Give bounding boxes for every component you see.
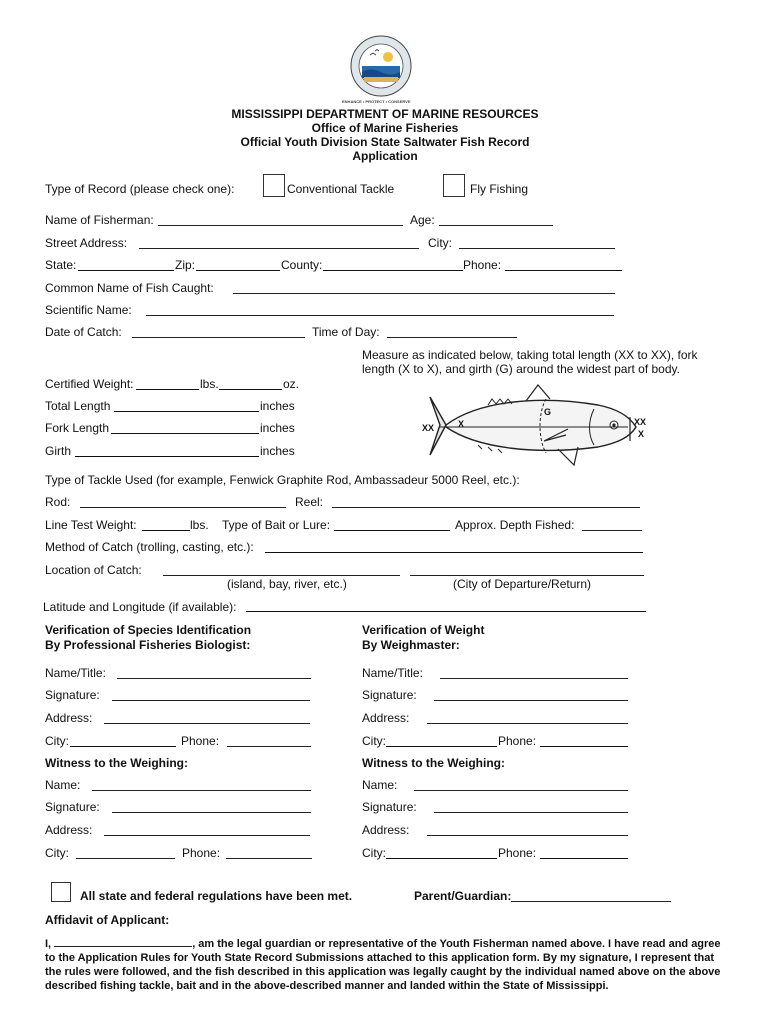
bait-field[interactable] [334,530,450,531]
fig-label-xx-right: XX [634,417,647,427]
witness-left-name-field[interactable] [92,790,311,791]
line-test-field[interactable] [142,530,190,531]
affidavit-text: , am the legal guardian or representative of the Youth Fisherman named above. I have read and agree to the Application Rules for Youth State Record Submissions attached to this application form. By my signature, I represent that the rules were followed, and the fish described in this application was legally caught by the individual named above on the above described fishing tackle, bait and in the above-described manner and landed within the State of Mississippi. [45,938,721,992]
weighmaster-phone-field[interactable] [540,746,628,747]
lbs-label: lbs. [200,377,219,391]
agency-seal [342,35,414,105]
time-of-day-field[interactable] [387,337,517,338]
city-label: City: [428,236,452,250]
biologist-signature-field[interactable] [112,700,310,701]
reel-label: Reel: [295,495,324,509]
biologist-name-label: Name/Title: [45,666,106,680]
total-length-field[interactable] [114,411,259,412]
weighmaster-signature-field[interactable] [434,700,628,701]
street-label: Street Address: [45,236,128,250]
tackle-type-label: Type of Tackle Used (for example, Fenwick Graphite Rod, Ambassadeur 5000 Reel, etc.): [45,473,520,487]
latlong-label: Latitude and Longitude (if available): [43,600,237,614]
weight-oz-field[interactable] [219,389,282,390]
depth-label: Approx. Depth Fished: [455,518,575,532]
species-verification-subtitle: By Professional Fisheries Biologist: [45,638,251,652]
witness-right-name-label: Name: [362,778,398,792]
fig-label-x-right: X [638,429,645,439]
conventional-tackle-checkbox[interactable] [263,174,285,197]
weighmaster-address-field[interactable] [427,723,628,724]
date-of-catch-field[interactable] [132,337,305,338]
rod-label: Rod: [45,495,71,509]
witness-right-address-label: Address: [362,823,410,837]
fisherman-name-field[interactable] [158,225,403,226]
total-length-unit: inches [260,399,295,413]
witness-right-city-field[interactable] [386,858,497,859]
phone-label: Phone: [463,258,502,272]
city-field[interactable] [459,248,615,249]
parent-guardian-label: Parent/Guardian: [414,889,512,903]
fly-fishing-label: Fly Fishing [470,182,529,196]
location-hint: (island, bay, river, etc.) [227,577,347,591]
fork-length-unit: inches [260,421,295,435]
fish-measurement-diagram [418,383,658,469]
biologist-phone-field[interactable] [227,746,311,747]
witness-left-title: Witness to the Weighing: [45,756,188,770]
affidavit-title: Affidavit of Applicant: [45,913,170,927]
weight-verification-title: Verification of Weight [362,623,485,637]
seal-motto: ENHANCE • PROTECT • CONSERVE [342,99,411,104]
latlong-field[interactable] [246,611,646,612]
biologist-address-label: Address: [45,711,93,725]
weighmaster-name-field[interactable] [440,678,628,679]
witness-right-title: Witness to the Weighing: [362,756,505,770]
common-name-label: Common Name of Fish Caught: [45,281,214,295]
witness-right-signature-field[interactable] [434,812,628,813]
method-label: Method of Catch (trolling, casting, etc.): [45,540,254,554]
witness-left-name-label: Name: [45,778,81,792]
departure-hint: (City of Departure/Return) [453,577,592,591]
girth-unit: inches [260,444,295,458]
age-label: Age: [410,213,435,227]
fig-label-x-left: X [458,419,465,429]
phone-field[interactable] [505,270,622,271]
biologist-phone-label: Phone: [181,734,220,748]
witness-right-signature-label: Signature: [362,800,417,814]
witness-right-phone-label: Phone: [498,846,537,860]
witness-left-address-field[interactable] [104,835,310,836]
witness-left-phone-field[interactable] [226,858,312,859]
state-field[interactable] [78,270,174,271]
state-label: State: [45,258,77,272]
reel-field[interactable] [332,507,640,508]
method-field[interactable] [265,552,643,553]
header-office: Office of Marine Fisheries [311,121,459,135]
common-name-field[interactable] [233,293,615,294]
fork-length-label: Fork Length [45,421,110,435]
certified-weight-label: Certified Weight: [45,377,134,391]
biologist-address-field[interactable] [104,723,310,724]
zip-field[interactable] [196,270,280,271]
county-field[interactable] [323,270,463,271]
conventional-tackle-label: Conventional Tackle [287,182,395,196]
witness-left-signature-label: Signature: [45,800,100,814]
witness-left-city-field[interactable] [76,858,175,859]
witness-right-city-label: City: [362,846,386,860]
regulations-label: All state and federal regulations have been met. [80,889,353,903]
biologist-city-label: City: [45,734,69,748]
witness-left-signature-field[interactable] [112,812,311,813]
biologist-city-field[interactable] [70,746,176,747]
affidavit-statement [45,936,725,993]
witness-right-name-field[interactable] [414,790,628,791]
weighmaster-name-label: Name/Title: [362,666,423,680]
biologist-name-field[interactable] [117,678,311,679]
weighmaster-signature-label: Signature: [362,688,417,702]
weighmaster-city-field[interactable] [386,746,497,747]
regulations-checkbox[interactable] [51,882,71,902]
scientific-name-label: Scientific Name: [45,303,132,317]
depth-field[interactable] [582,530,642,531]
age-field[interactable] [439,225,553,226]
witness-left-phone-label: Phone: [182,846,221,860]
fig-label-xx-left: XX [422,423,435,433]
line-test-label: Line Test Weight: [45,518,137,532]
parent-guardian-field[interactable] [511,901,671,902]
header-form-title: Official Youth Division State Saltwater Fish Record [240,135,530,149]
location-label: Location of Catch: [45,563,142,577]
affidavit-name-field[interactable] [54,936,192,947]
bait-label: Type of Bait or Lure: [222,518,331,532]
fisherman-name-label: Name of Fisherman: [45,213,154,227]
departure-city-field[interactable] [410,575,644,576]
rod-field[interactable] [80,507,286,508]
date-of-catch-label: Date of Catch: [45,325,122,339]
oz-label: oz. [283,377,300,391]
time-of-day-label: Time of Day: [312,325,380,339]
girth-label: Girth [45,444,72,458]
county-label: County: [281,258,323,272]
weighmaster-address-label: Address: [362,711,410,725]
weighmaster-phone-label: Phone: [498,734,537,748]
fly-fishing-checkbox[interactable] [443,174,465,197]
scientific-name-field[interactable] [146,315,614,316]
witness-right-phone-field[interactable] [540,858,628,859]
header-application: Application [352,149,418,163]
street-field[interactable] [139,248,419,249]
witness-right-address-field[interactable] [427,835,628,836]
measure-instructions: Measure as indicated below, taking total length (XX to XX), fork length (X to X), and girth (G) around the widest part of body. [362,348,698,376]
line-test-unit: lbs. [190,518,209,532]
witness-left-address-label: Address: [45,823,93,837]
location-field[interactable] [163,575,400,576]
record-type-label: Type of Record (please check one): [45,182,235,196]
weighmaster-city-label: City: [362,734,386,748]
weight-lbs-field[interactable] [136,389,199,390]
girth-field[interactable] [75,456,259,457]
species-verification-title: Verification of Species Identification [45,623,252,637]
fig-label-g: G [544,407,552,417]
total-length-label: Total Length [45,399,111,413]
weight-verification-subtitle: By Weighmaster: [362,638,460,652]
fork-length-field[interactable] [111,433,259,434]
witness-left-city-label: City: [45,846,69,860]
header-agency: MISSISSIPPI DEPARTMENT OF MARINE RESOURCES [231,107,539,121]
affidavit-i: I, [45,938,52,950]
zip-label: Zip: [175,258,196,272]
biologist-signature-label: Signature: [45,688,100,702]
